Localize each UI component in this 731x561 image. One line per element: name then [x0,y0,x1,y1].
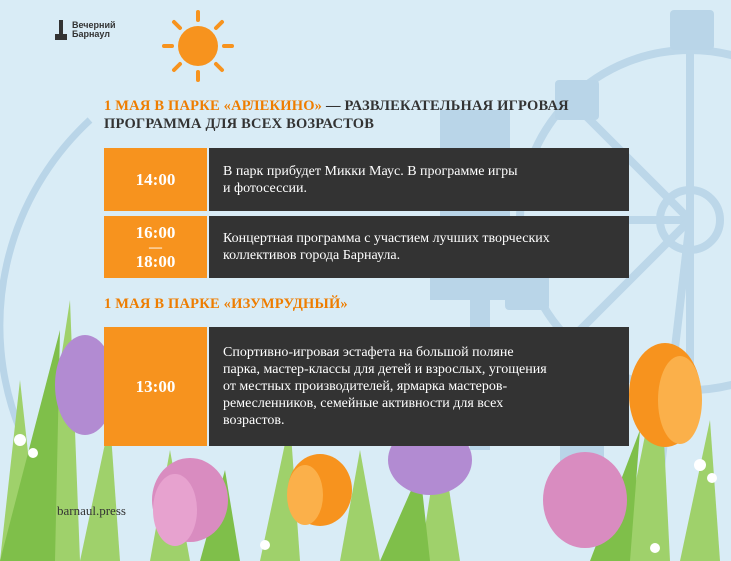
event-row [104,216,629,278]
event-time-text: 14:00 [135,170,176,189]
section1-title-rest: — РАЗВЛЕКАТЕЛЬНАЯ ИГРОВАЯ [322,98,569,114]
logo-line-1: Вечерний [72,20,116,30]
event-time-text: 13:00 [135,377,176,396]
section1-heading [104,97,569,133]
logo[interactable] [54,20,116,40]
event-time [104,148,207,211]
section1-title-line2: ПРОГРАММА ДЛЯ ВСЕХ ВОЗРАСТОВ [104,116,375,132]
event-time-to: 18:00 [135,252,176,271]
event-text-line-1: В парк прибудет Микки Маус. В программе игры [223,163,518,179]
sun-icon [164,12,232,80]
event-description [209,216,629,278]
event-time [104,216,207,278]
event-text-line-2: и фотосессии. [223,180,308,196]
event-text-line-2: коллективов города Барнаула. [223,248,401,263]
section2-heading [104,295,348,313]
event-text-line-3: от местных производителей, ярмарка мастеров- [223,379,508,394]
event-row [104,327,629,446]
logo-text [72,21,116,39]
event-time [104,327,207,446]
event-description [209,148,629,211]
event-text-line-5: возрастов. [223,413,285,428]
event-row [104,148,629,211]
logo-tower-icon [54,20,68,40]
event-text-line-4: ремесленников, семейные активности для всех [223,396,504,411]
event-description [209,327,629,446]
section2-title-accent: 1 МАЯ В ПАРКЕ «ИЗУМРУДНЫЙ» [104,296,348,312]
site-url[interactable]: barnaul.press [57,503,126,518]
event-text-line-1: Концертная программа с участием лучших творческих [223,231,550,246]
event-time-from: 16:00 [135,223,176,242]
section1-title-accent: 1 МАЯ В ПАРКЕ «АРЛЕКИНО» [104,98,323,114]
logo-line-2: Барнаул [72,29,111,39]
event-text-line-1: Спортивно-игровая эстафета на большой поляне [223,345,514,360]
event-text-line-2: парка, мастер-классы для детей и взрослых, угощения [223,362,547,377]
event-time-dash: — [149,239,162,254]
